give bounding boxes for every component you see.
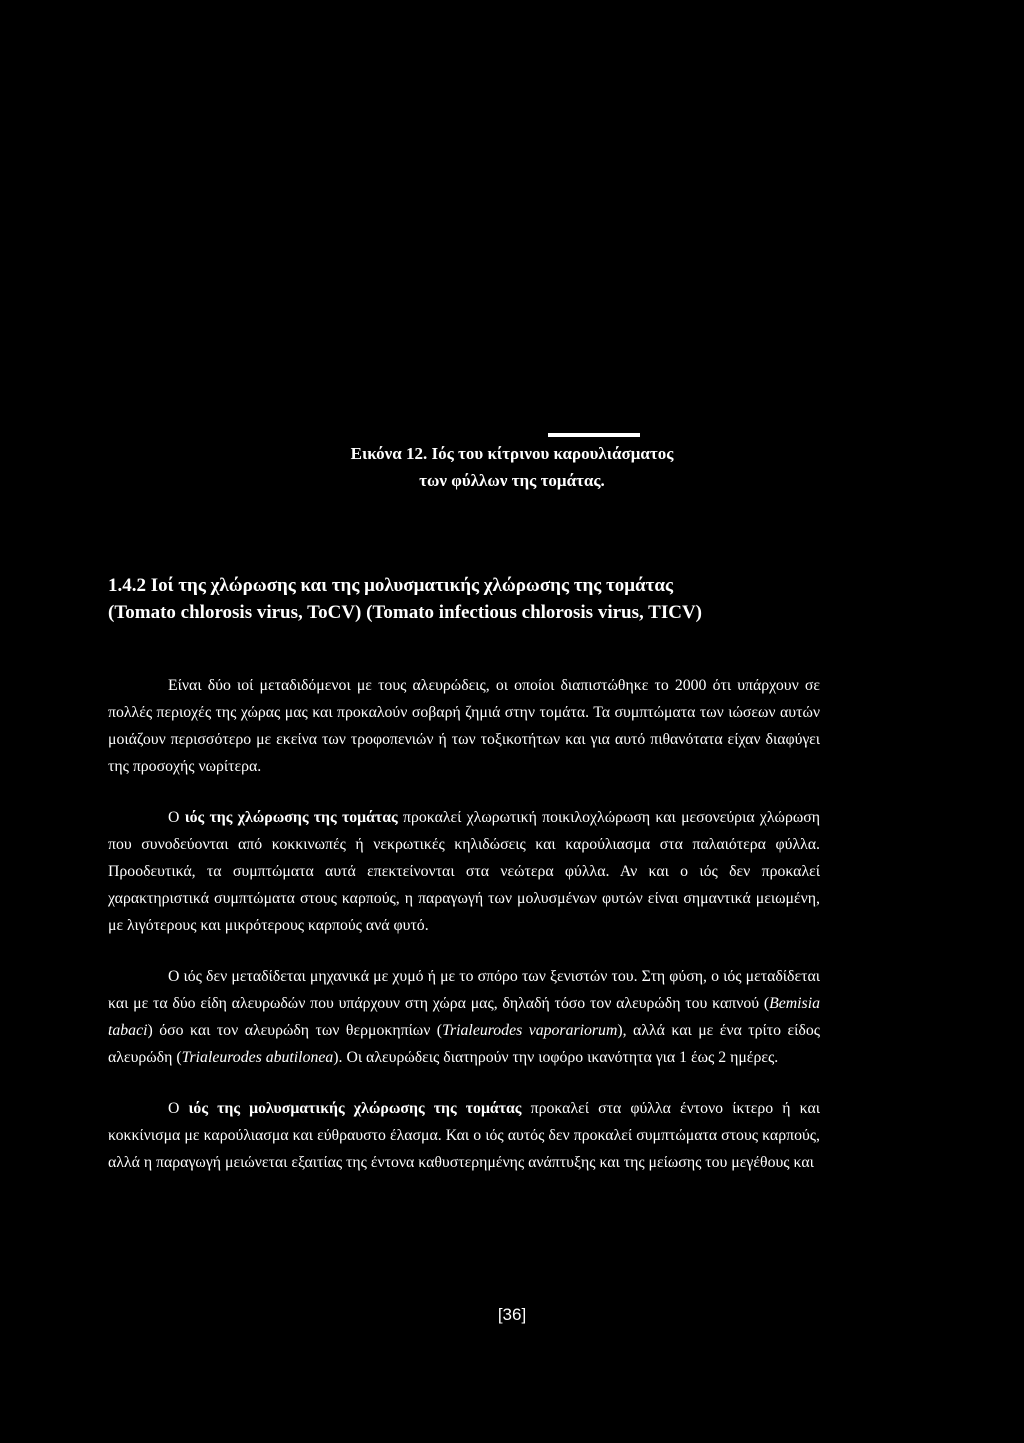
species-trialeurodes-abutilonea: Trialeurodes abutilonea <box>181 1049 334 1066</box>
section-heading-line-2: (Tomato chlorosis virus, ToCV) (Tomato infectious chlorosis virus, TICV) <box>108 602 702 623</box>
figure-caption-line-2: των φύλλων της τομάτας. <box>419 471 605 490</box>
section-heading-line-1: 1.4.2 Ιοί της χλώρωσης και της μολυσματικής χλώρωσης της τομάτας <box>108 575 674 596</box>
paragraph-ticv-term: ιός της μολυσματικής χλώρωσης της τομάτας <box>188 1100 522 1117</box>
page-number: [36] <box>497 1305 527 1324</box>
paragraph-ticv <box>108 1095 820 1176</box>
scan-artifact-line <box>548 433 640 437</box>
body-text <box>108 672 820 1200</box>
paragraph-ticv-lead: Ο <box>168 1100 189 1117</box>
section-heading <box>108 572 828 626</box>
transmission-text-b: ) όσο και τον αλευρώδη των θερμοκηπίων ( <box>147 1022 443 1039</box>
transmission-text-d: ). Οι αλευρώδεις διατηρούν την ιοφόρο ικανότητα για 1 έως 2 ημέρες. <box>333 1049 779 1066</box>
species-bemisia: Bemisia tabaci <box>108 995 820 1039</box>
paragraph-tocv-term: ιός της χλώρωσης της τομάτας <box>184 809 398 826</box>
species-trialeurodes-vaporariorum: Trialeurodes vaporariorum <box>442 1022 618 1039</box>
figure-caption <box>200 440 824 494</box>
transmission-text-c: ), αλλά και με ένα τρίτο είδος αλευρώδη ( <box>108 1022 820 1066</box>
paragraph-tocv-lead: Ο <box>168 809 185 826</box>
paragraph-transmission <box>108 963 820 1071</box>
paragraph-intro: Είναι δύο ιοί μεταδιδόμενοι με τους αλευρώδεις, οι οποίοι διαπιστώθηκε το 2000 ότι υπάρχουν σε πολλές περιοχές της χώρας μας και προκαλούν σοβαρή ζημιά στην τομάτα. Τα συμπτώματα των ιώσεων αυτών μοιάζουν περισσότερο με εκείνα των τροφοπενιών ή των τοξικοτήτων και για αυτό πιθανότατα είχαν διαφύγει της προσοχής νωρίτερα. <box>108 677 820 775</box>
transmission-text-a: Ο ιός δεν μεταδίδεται μηχανικά με χυμό ή με το σπόρο των ξενιστών του. Στη φύση, ο ιός μεταδίδεται και με τα δύο είδη αλευρωδών που υπάρχουν στη χώρα μας, δηλαδή τόσο τον αλευρώδη του καπνού ( <box>108 968 820 1012</box>
paragraph-tocv-text: προκαλεί χλωρωτική ποικιλοχλώρωση και μεσονεύρια χλώρωση που συνοδεύονται από κοκκινωπές ή νεκρωτικές κηλιδώσεις και καρούλιασμα στα παλαιότερα φύλλα. Προοδευτικά, τα συμπτώματα αυτά επεκτείνονται στα νεώτερα φύλλα. Αν και ο ιός δεν προκαλεί χαρακτηριστικά συμπτώματα στους καρπούς, η παραγωγή των μολυσμένων φυτών είναι σημαντικά μειωμένη, με λιγότερους και μικρότερους καρπούς ανά φυτό. <box>108 809 821 934</box>
paragraph-ticv-text: προκαλεί στα φύλλα έντονο ίκτερο ή και κοκκίνισμα με καρούλιασμα και εύθραυστο έλασμα. Και ο ιός αυτός δεν προκαλεί συμπτώματα στους καρπούς, αλλά η παραγωγή μειώνεται εξαιτίας της έντονα καθυστερημένης ανάπτυξης και της μείωσης του μεγέθους και <box>108 1100 820 1171</box>
figure-caption-line-1: Εικόνα 12. Ιός του κίτρινου καρουλιάσματος <box>350 444 674 463</box>
paragraph-tocv <box>108 804 820 939</box>
